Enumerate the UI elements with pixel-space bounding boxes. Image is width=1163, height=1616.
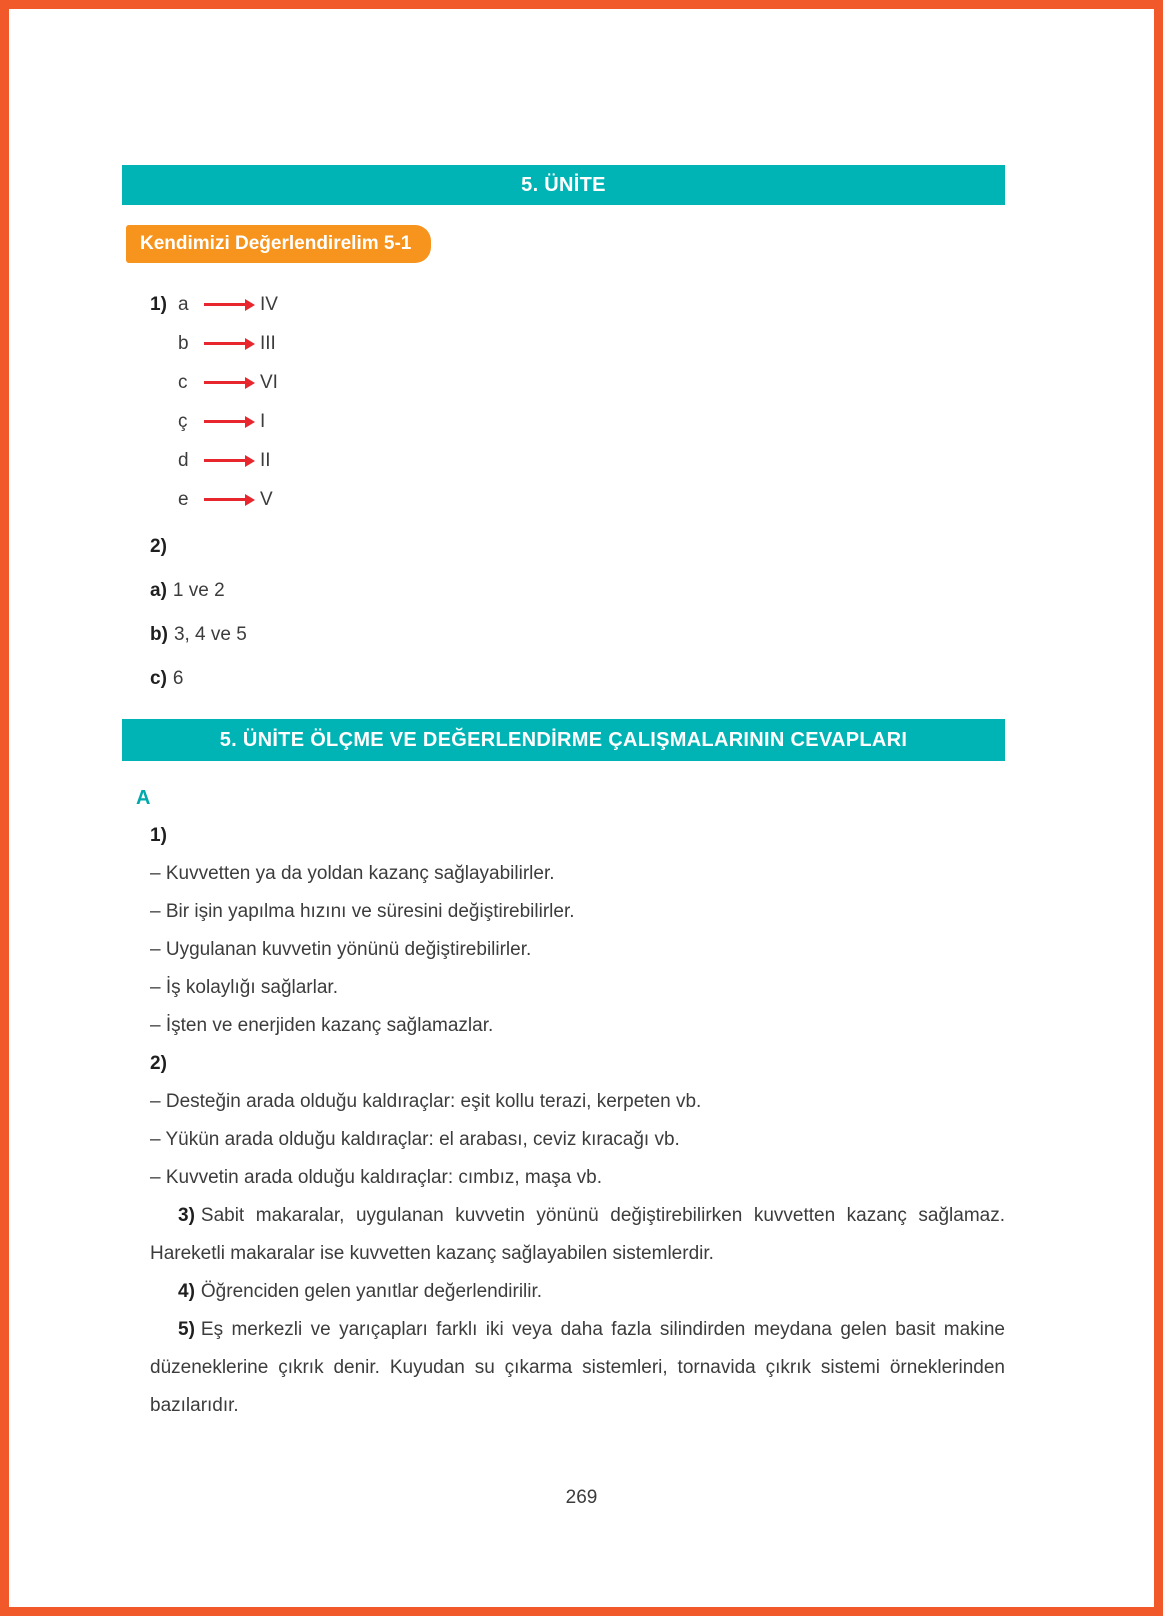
answer-text: Sabit makaralar, uygulanan kuvvetin yönünü değiştirebilirken kuvvetten kazanç sağlamaz. Hareketli makaralar ise kuvvetten kazanç sağlayabilen sistemlerdir. — [150, 1205, 1005, 1264]
bullet-line: – Uygulanan kuvvetin yönünü değiştirebilirler. — [150, 939, 532, 960]
match-letter: a — [178, 293, 189, 315]
match-numeral: VI — [260, 371, 278, 393]
page-number: 269 — [565, 1487, 598, 1508]
matching-row — [150, 402, 1005, 441]
bullet-line: – Desteğin arada olduğu kaldıraçlar: eşit kollu terazi, kerpeten vb. — [150, 1091, 702, 1112]
bullet-line: – Kuvvetin arada olduğu kaldıraçlar: cımbız, maşa vb. — [150, 1167, 603, 1188]
answer-paragraph — [150, 1273, 1005, 1311]
match-letter: b — [178, 332, 189, 354]
answer-text: 3, 4 ve 5 — [173, 624, 247, 645]
arrow-right-icon — [204, 459, 246, 462]
question-label: 2) — [150, 1053, 167, 1074]
question-label: 4) — [178, 1281, 195, 1302]
answer-label: a) — [150, 580, 167, 601]
self-evaluation-badge: Kendimizi Değerlendirelim 5-1 — [126, 225, 431, 263]
matching-row — [150, 363, 1005, 402]
answer-text: 1 ve 2 — [172, 580, 225, 601]
section-banner: 5. ÜNİTE ÖLÇME VE DEĞERLENDİRME ÇALIŞMALARININ CEVAPLARI — [122, 719, 1005, 761]
unit-banner: 5. ÜNİTE — [122, 165, 1005, 205]
matching-row — [150, 324, 1005, 363]
answer-item — [150, 613, 1005, 657]
arrow-right-icon — [204, 381, 246, 384]
match-letter: d — [178, 449, 189, 471]
arrow-right-icon — [204, 498, 246, 501]
bullet-line: – Kuvvetten ya da yoldan kazanç sağlayabilirler. — [150, 863, 555, 884]
section-a-answers — [150, 817, 1005, 1425]
question-label: 5) — [178, 1319, 195, 1340]
matching-row — [150, 480, 1005, 519]
match-numeral: IV — [260, 293, 278, 315]
answer-item — [150, 569, 1005, 613]
matching-answers — [150, 285, 1005, 519]
match-numeral: II — [260, 449, 271, 471]
question-label: 1) — [150, 825, 167, 846]
section-letter: A — [136, 787, 151, 809]
question-2-answers — [150, 525, 1005, 701]
badge-row — [122, 205, 1005, 263]
arrow-right-icon — [204, 420, 246, 423]
answer-label: b) — [150, 624, 168, 645]
answer-item — [150, 657, 1005, 701]
match-numeral: I — [260, 410, 266, 432]
match-letter: e — [178, 488, 189, 510]
matching-row — [150, 285, 1005, 324]
page-content — [122, 9, 1005, 1425]
answer-paragraph — [150, 1197, 1005, 1273]
match-numeral: III — [260, 332, 276, 354]
question-label: 1) — [150, 293, 167, 315]
question-label: 2) — [150, 536, 167, 557]
answer-paragraph — [150, 1311, 1005, 1425]
question-label: 3) — [178, 1205, 195, 1226]
match-numeral: V — [260, 488, 273, 510]
match-letter: c — [178, 371, 188, 393]
arrow-right-icon — [204, 342, 246, 345]
arrow-right-icon — [204, 303, 246, 306]
answer-text: 6 — [172, 668, 184, 689]
bullet-line: – İş kolaylığı sağlarlar. — [150, 977, 338, 998]
matching-row — [150, 441, 1005, 480]
bullet-line: – İşten ve enerjiden kazanç sağlamazlar. — [150, 1015, 494, 1036]
match-letter: ç — [178, 410, 188, 432]
answer-text: Eş merkezli ve yarıçapları farklı iki veya daha fazla silindirden meydana gelen basit makine düzeneklerine çıkrık denir. Kuyudan su çıkarma sistemleri, tornavida çıkrık sistemi örneklerinden bazılarıdır. — [150, 1319, 1005, 1416]
bullet-line: – Yükün arada olduğu kaldıraçlar: el arabası, ceviz kıracağı vb. — [150, 1129, 680, 1150]
answer-text: Öğrenciden gelen yanıtlar değerlendirilir. — [200, 1281, 543, 1302]
answer-label: c) — [150, 668, 167, 689]
bullet-line: – Bir işin yapılma hızını ve süresini değiştirebilirler. — [150, 901, 575, 922]
